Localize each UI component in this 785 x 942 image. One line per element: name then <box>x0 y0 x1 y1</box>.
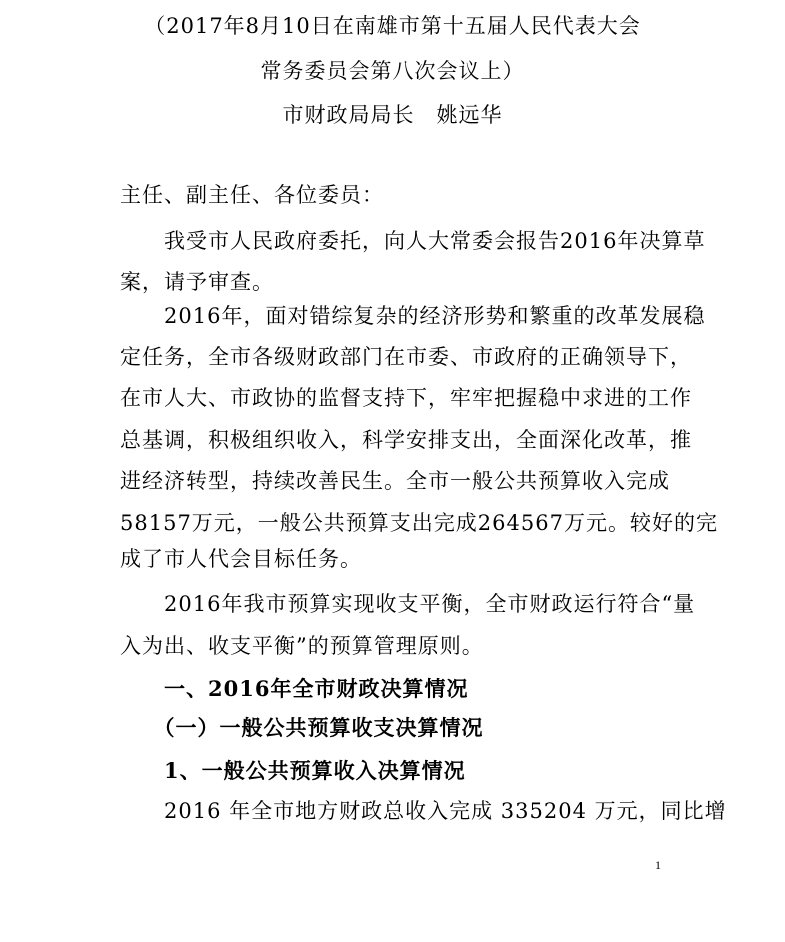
paragraph-line: 我受市人民政府委托，向人大常委会报告2016年决算草 <box>120 229 706 253</box>
paragraph-line: 成了市人代会目标任务。 <box>120 547 362 571</box>
paragraph-line: 2016 年全市地方财政总收入完成 335204 万元，同比增 <box>120 799 727 823</box>
paragraph-line: 58157万元，一般公共预算支出完成264567万元。较好的完 <box>120 511 718 535</box>
paragraph-line: 2016年，面对错综复杂的经济形势和繁重的改革发展稳 <box>120 304 706 328</box>
header-meeting-line: 常务委员会第八次会议上） <box>260 59 525 83</box>
paragraph-line: 定任务，全市各级财政部门在市委、市政府的正确领导下， <box>120 345 692 369</box>
header-speaker: 市财政局局长 姚远华 <box>282 103 503 127</box>
section-heading: 一、2016年全市财政决算情况 <box>120 676 469 701</box>
item-heading: 1、一般公共预算收入决算情况 <box>120 758 466 783</box>
paragraph-line: 进经济转型，持续改善民生。全市一般公共预算收入完成 <box>120 469 670 493</box>
salutation: 主任、副主任、各位委员： <box>120 183 384 207</box>
header-date-line: （2017年8月10日在南雄市第十五届人民代表大会 <box>144 14 641 38</box>
subsection-heading: （一）一般公共预算收支决算情况 <box>120 715 484 740</box>
paragraph-line: 案，请予审查。 <box>120 270 274 294</box>
page-number: 1 <box>655 858 661 872</box>
paragraph-line: 入为出、收支平衡”的预算管理原则。 <box>120 634 484 658</box>
paragraph-line: 在市人大、市政协的监督支持下，牢牢把握稳中求进的工作 <box>120 386 692 410</box>
paragraph-line: 总基调，积极组织收入，科学安排支出，全面深化改革，推 <box>120 428 692 452</box>
paragraph-line: 2016年我市预算实现收支平衡，全市财政运行符合“量 <box>120 592 696 616</box>
